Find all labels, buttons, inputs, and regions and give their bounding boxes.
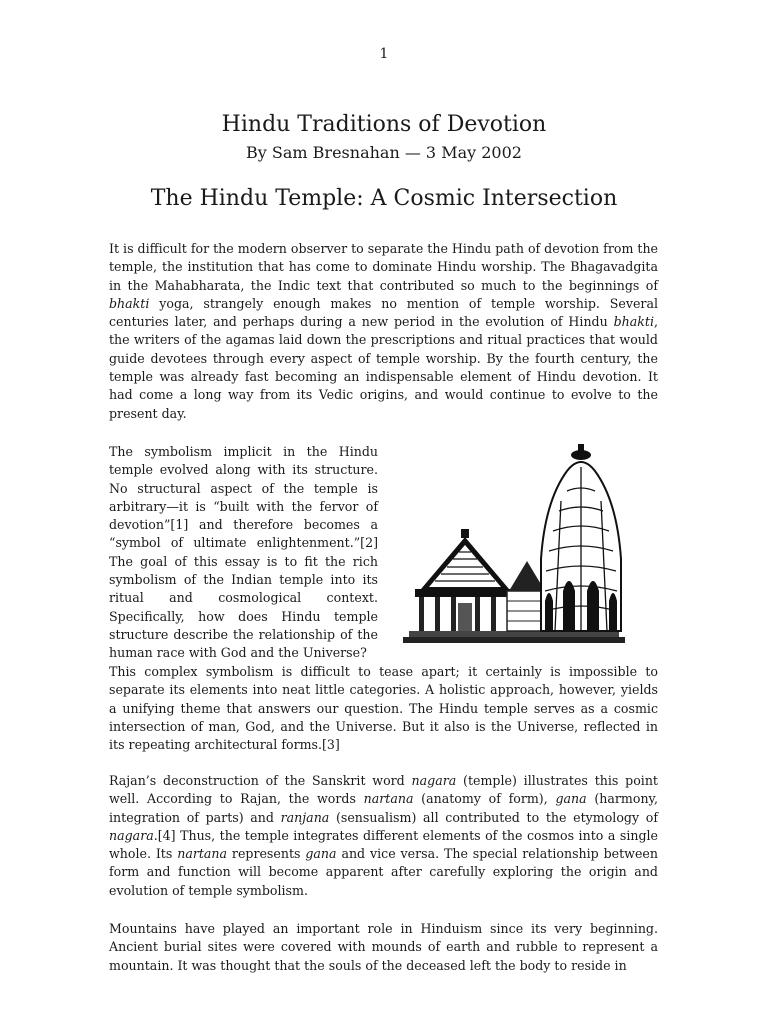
paragraph-rajan [109, 772, 658, 900]
italic-term: ranjana [280, 809, 330, 825]
italic-term: bhakti [613, 314, 654, 330]
italic-term: gana [305, 846, 337, 862]
italic-term: bhakti [109, 295, 150, 311]
paragraph-symbolism: The symbolism implicit in the Hindu temple evolved along with its structure. No structural aspect of the temple is arbitrary—it is “built with the fervor of devotion”[1] and therefore becomes a “symbol of ultimate enlightenment.”[2] The goal of this essay is to fit the rich symbolism of the Indian temple into its ritual and cosmological context. Specifically, how does Hindu temple structure describe the relationship of the human race with God and the Universe? [109, 444, 378, 661]
document-byline: By Sam Bresnahan — 3 May 2002 [246, 143, 522, 162]
text-run: yoga, strangely enough makes no mention of temple worship. Several centuries later, and perhaps during a new period in the evolution of Hindu [109, 295, 658, 330]
document-title: Hindu Traditions of Devotion [221, 112, 547, 137]
italic-term: nagara [411, 773, 457, 788]
text-run: Rajan’s deconstruction of the Sanskrit word [109, 773, 412, 788]
text-run: (temple) illustrates this point well. According to Rajan, the words [109, 773, 658, 807]
paragraph-intro [109, 240, 658, 423]
italic-term: nartana [363, 791, 414, 807]
italic-term: nartana [177, 846, 228, 862]
text-run: , the writers of the agamas laid down the prescriptions and ritual practices that would guide devotees through every aspect of temple worship. By the fourth century, the temple was already fast becoming an indispensable element of Hindu devotion. It had come a long way from its Vedic origins, and would continue to evolve to the present day. [109, 314, 658, 421]
text-run: and vice versa. The special relationship between form and function will become apparent after carefully exploring the origin and evolution of temple symbolism. [109, 846, 658, 898]
text-run: (sensualism) all contributed to the etymology of [329, 809, 658, 825]
italic-term: gana [555, 791, 587, 807]
text-run: It is difficult for the modern observer to separate the Hindu path of devotion from the temple, the institution that has come to dominate Hindu worship. The Bhagavadgita in the Mahabharata, the Indic text that contributed so much to the beginnings of [109, 241, 659, 293]
paragraph-mountains: Mountains have played an important role in Hinduism since its very beginning. Ancient burial sites were covered with mounds of earth and rubble to represent a mountain. It was thought that the souls of the deceased left the body to reside in [109, 921, 658, 973]
text-run: .[4] Thus, the temple integrates different elements of the cosmos into a single whole. Its [109, 827, 658, 862]
page-number: 1 [379, 46, 389, 62]
paragraph-complex-symbolism: This complex symbolism is difficult to tease apart; it certainly is impossible to separate its elements into neat little categories. A holistic approach, however, yields a unifying theme that answers our question. The Hindu temple serves as a cosmic intersection of man, God, and the Universe. But it also is the Universe, reflected in its repeating architectural forms.[3] [109, 664, 658, 753]
text-run: (anatomy of form), [413, 791, 556, 807]
text-run: (harmony, integration of parts) and [109, 791, 659, 825]
text-run: represents [227, 846, 306, 862]
section-title: The Hindu Temple: A Cosmic Intersection [150, 186, 618, 211]
temple-illustration [395, 441, 633, 663]
italic-term: nagara [109, 827, 154, 843]
